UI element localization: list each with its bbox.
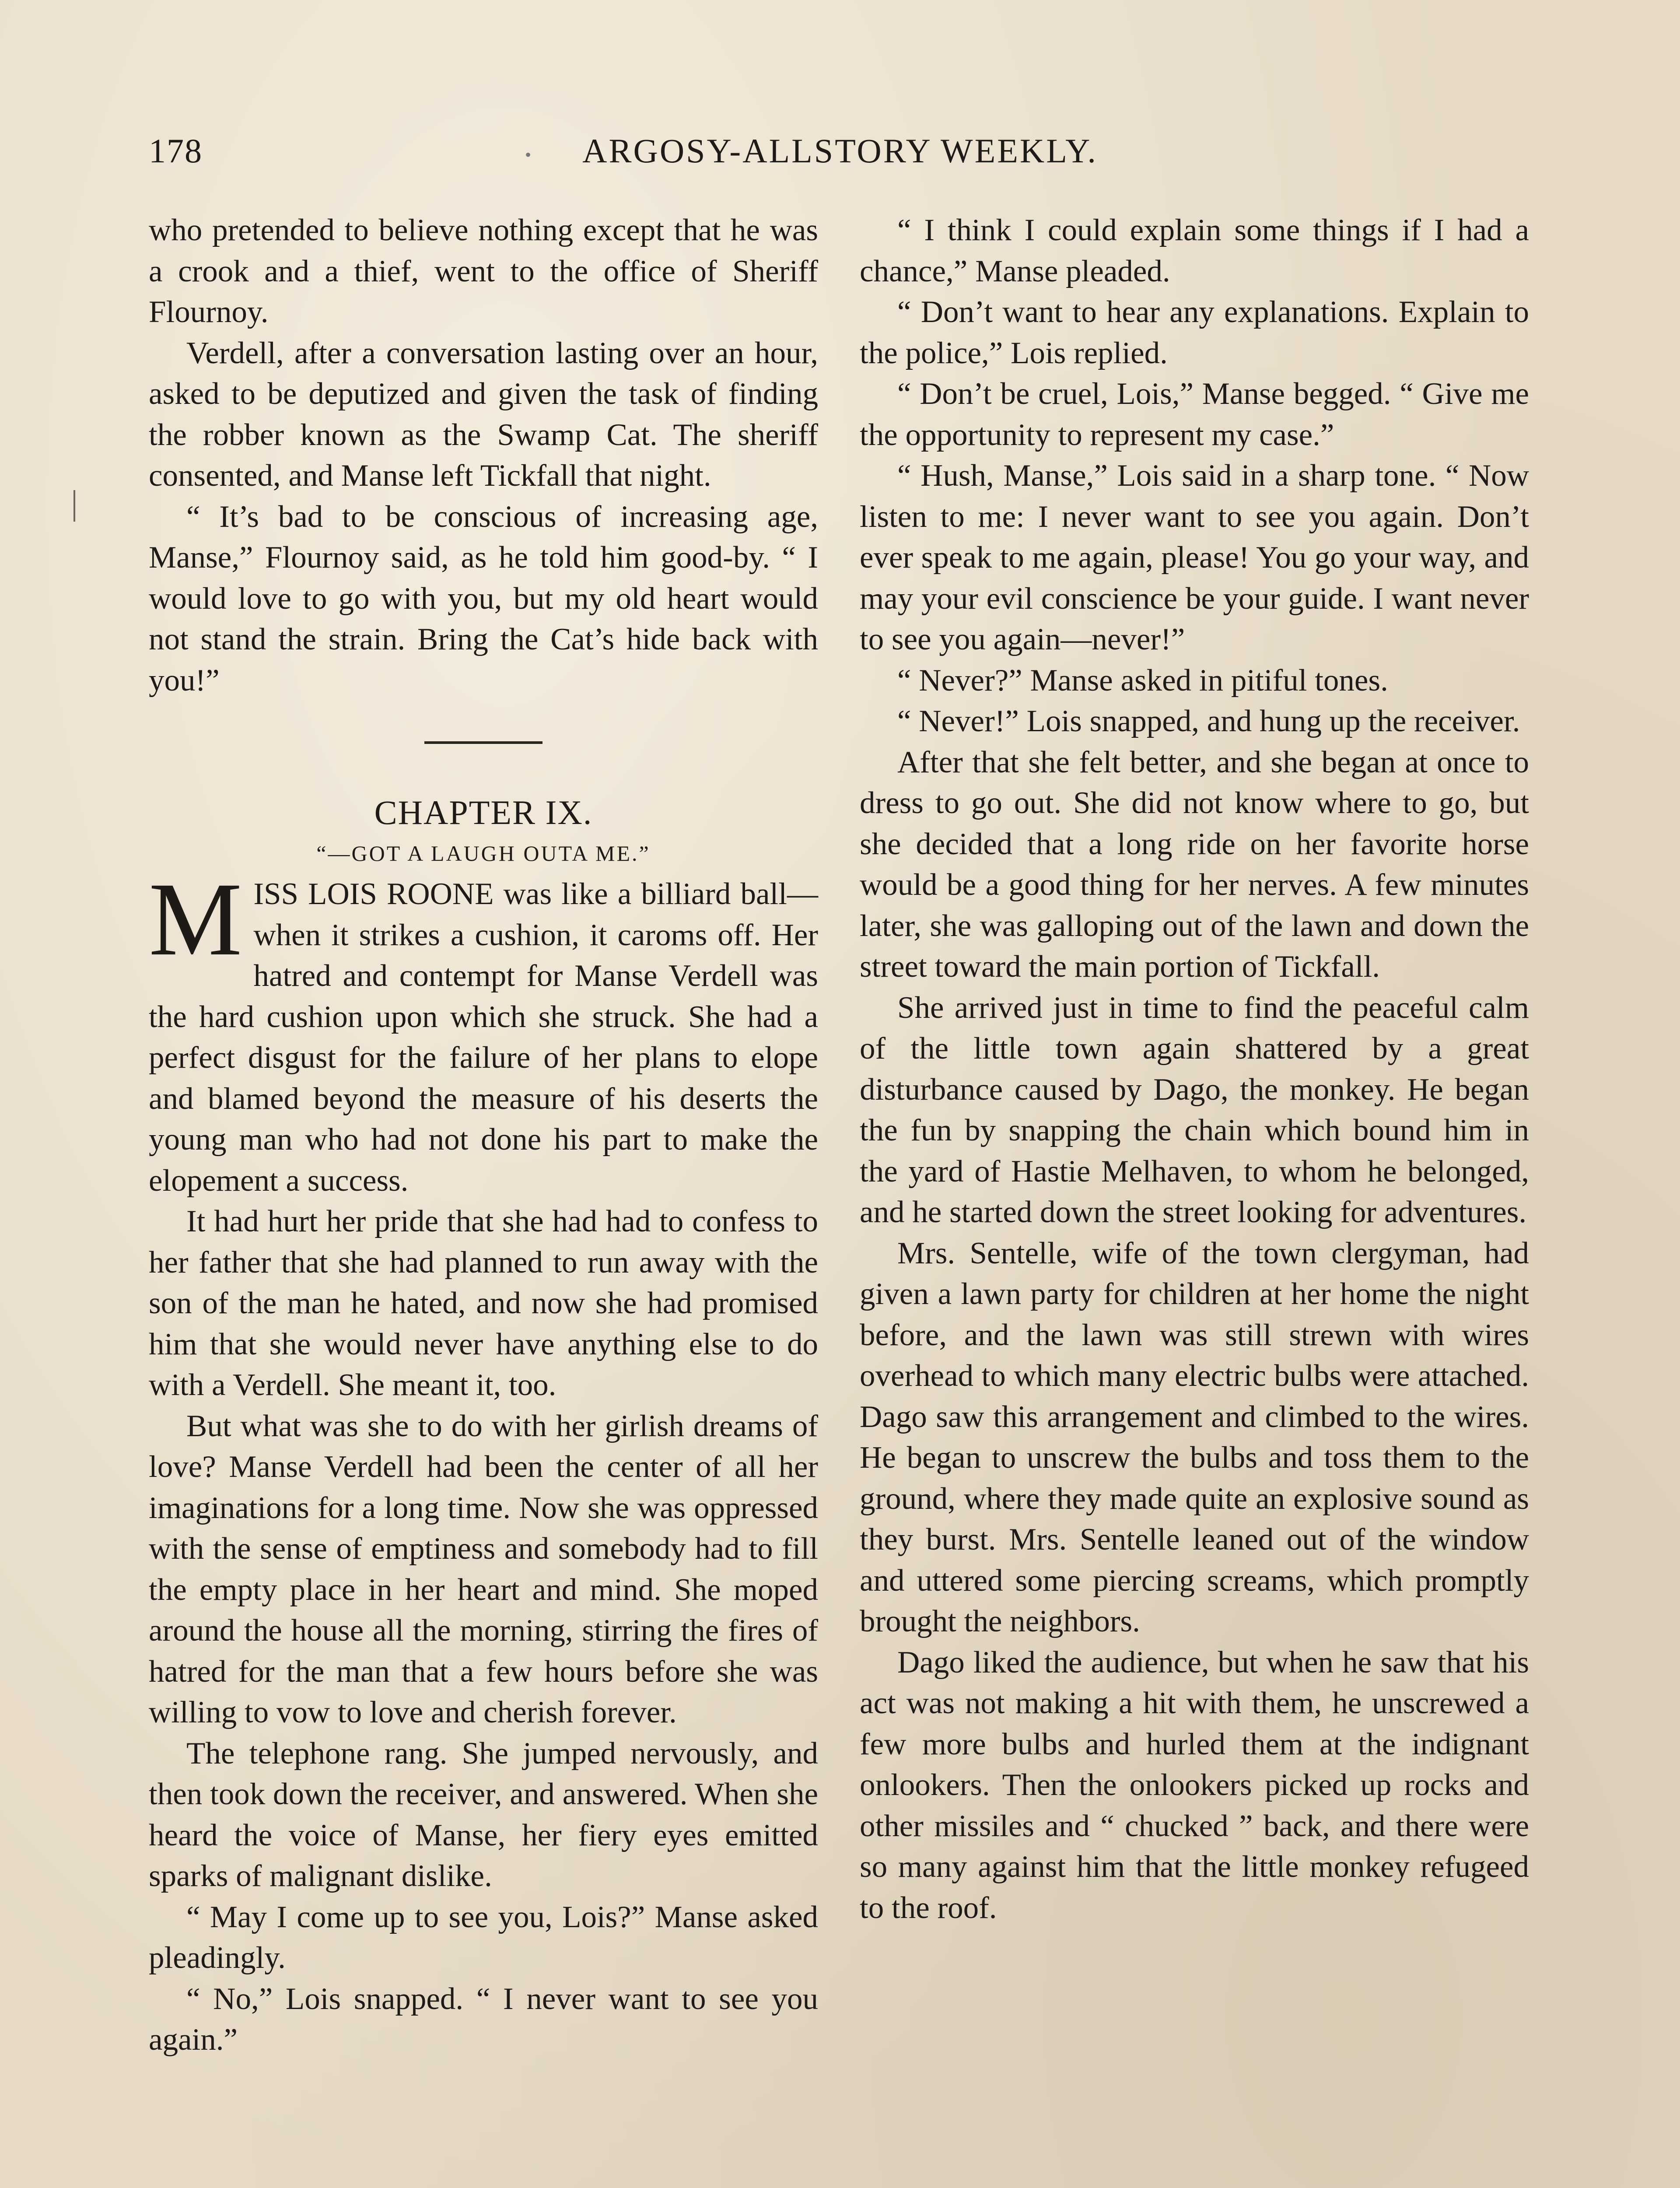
paragraph: It had hurt her pride that she had had to confess to her father that she had planned to run away with the son of the man he hated, and now she had promised him that she would never have anything else to do with a Verdell. She meant it, too.: [149, 1204, 818, 1402]
page-edge-mark: [74, 490, 75, 522]
paragraph: “ May I come up to see you, Lois?” Manse asked pleadingly.: [149, 1900, 818, 1975]
header-dot: •: [525, 145, 532, 165]
paragraph: “ No,” Lois snapped. “ I never want to see you again.”: [149, 1981, 818, 2057]
paragraph: “ It’s bad to be conscious of increasing age, Manse,” Flournoy said, as he told him good-by. “ I would love to go with you, but my old heart would not stand the strain. Bring the Cat’s hide back with you!”: [149, 499, 818, 698]
paragraph: “ Don’t want to hear any explanations. Explain to the police,” Lois replied.: [860, 295, 1529, 370]
paragraph: But what was she to do with her girlish dreams of love? Manse Verdell had been the center of all her imaginations for a long time. Now she was oppressed with the sense of emptiness and somebody had to fill the empty place in her heart and mind. She moped around the house all the morning, stirring the fires of hatred for the man that a few hours before she was willing to vow to love and cherish forever.: [149, 1409, 818, 1729]
paragraph: “ Never?” Manse asked in pitiful tones.: [897, 663, 1388, 698]
paragraph: She arrived just in time to find the peaceful calm of the little town again shattered by a great disturbance caused by Dago, the monkey. He began the fun by snapping the chain which bound him in the yard of Hastie Melhaven, to whom he belonged, and he started down the street looking for adventures.: [860, 990, 1529, 1229]
right-column: [860, 210, 1529, 1929]
section-divider: [424, 741, 542, 744]
paragraph: “ Hush, Manse,” Lois said in a sharp tone. “ Now listen to me: I never want to see you again. Don’t ever speak to me again, please! You go your way, and may your evil conscience be your guide. I want never to see you again—never!”: [860, 459, 1529, 656]
page-number: 178: [149, 132, 203, 170]
paragraph: who pretended to believe nothing except that he was a crook and a thief, went to the office of Sheriff Flournoy.: [149, 213, 818, 329]
paragraph: Verdell, after a conversation lasting over an hour, asked to be deputized and given the task of finding the robber known as the Swamp Cat. The sheriff consented, and Manse left Tickfall that night.: [149, 336, 818, 493]
left-column: [149, 210, 818, 2061]
paragraph: Mrs. Sentelle, wife of the town clergyman, had given a lawn party for children at her home the night before, and the lawn was still strewn with wires overhead to which many electric bulbs were attached. Dago saw this arrangement and climbed to the wires. He began to unscrew the bulbs and toss them to the ground, where they made quite an explosive sound as they burst. Mrs. Sentelle leaned out of the window and uttered some piercing screams, which promptly brought the neighbors.: [860, 1236, 1529, 1638]
chapter-title: CHAPTER IX.: [374, 793, 593, 831]
chapter-subtitle: “—GOT A LAUGH OUTA ME.”: [316, 841, 651, 866]
paragraph: Dago liked the audience, but when he saw that his act was not making a hit with them, he unscrewed a few more bulbs and hurled them at the indignant onlookers. Then the onlookers picked up rocks and other missiles and “ chucked ” back, and there were so many against him that the little monkey refugeed to the roof.: [860, 1645, 1529, 1925]
paragraph: “ Never!” Lois snapped, and hung up the receiver.: [897, 704, 1520, 738]
paragraph: “ Don’t be cruel, Lois,” Manse begged. “ Give me the opportunity to represent my case.”: [860, 377, 1529, 452]
paragraph: “ I think I could explain some things if I had a chance,” Manse pleaded.: [860, 213, 1529, 288]
paragraph: After that she felt better, and she began at once to dress to go out. She did not know where to go, but she decided that a long ride on her favorite horse would be a good thing for her nerves. A few minutes later, she was galloping out of the lawn and down the street toward the main portion of Tickfall.: [860, 745, 1529, 984]
running-title: ARGOSY-ALLSTORY WEEKLY.: [582, 132, 1098, 170]
page-header: [149, 131, 1531, 179]
drop-cap: M: [149, 861, 242, 977]
paragraph: The telephone rang. She jumped nervously, and then took down the receiver, and answered. When she heard the voice of Manse, her fiery eyes emitted sparks of malignant dislike.: [149, 1736, 818, 1893]
opening-paragraph-text: ISS LOIS ROONE was like a billiard ball—when it strikes a cushion, it caroms off. Her hatred and contempt for Manse Verdell was the hard cushion upon which she struck. She had a perfect disgust for the failure of her plans to elope and blamed beyond the measure of his deserts the young man who had not done his part to make the elopement a success.: [149, 877, 818, 1198]
opening-paragraph: [149, 861, 818, 1201]
